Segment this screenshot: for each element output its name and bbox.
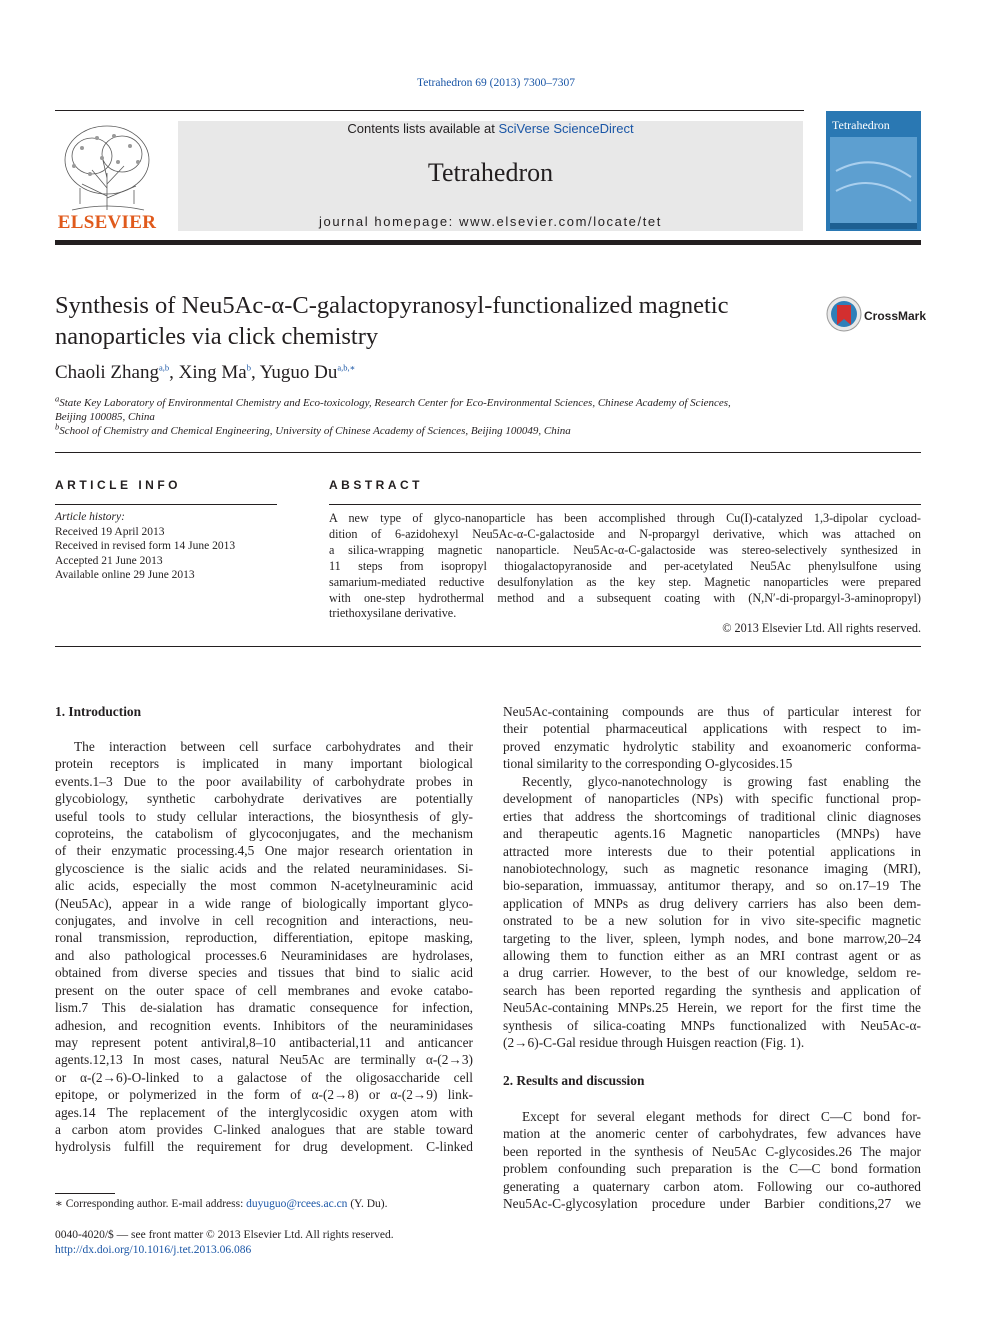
text-line: protein receptors is implicated in many important biological [55,756,473,772]
journal-homepage[interactable]: journal homepage: www.elsevier.com/locate/tet [319,214,662,229]
text-line: adhesion, and recognition events. Inhibitors of the neuraminidases [55,1017,473,1033]
abstract-bottom-rule [55,646,921,647]
text-line: search has been reported regarding the synthesis and application of [503,982,921,998]
history-item: Available online 29 June 2013 [55,569,195,581]
abstract-heading: ABSTRACT [329,478,423,492]
footnote-prefix: ∗ Corresponding author. E-mail address: [55,1198,247,1210]
history-item: Accepted 21 June 2013 [55,554,163,567]
text-line: Recently, glyco-nanotechnology is growing fast enabling the [522,774,921,789]
journal-name: Tetrahedron [427,158,554,187]
cover-title: Tetrahedron [832,118,890,132]
author-affil-mark[interactable]: b [246,362,251,373]
header-rule [55,110,804,111]
text-line: a drug carrier. However, to the best of our knowledge, seldom re- [503,965,921,981]
abstract-line: dition of 6-azidohexyl Neu5Ac-α-C-galactoside and N-propargyl derivative, which was attached on [329,526,921,541]
text-line: present on the outer space of cell membranes and evoke catabo- [55,982,473,998]
text-line: allowing them to function either as an MRI contrast agent or as [503,948,921,964]
title-line-1: Synthesis of Neu5Ac-α-C-galactopyranosyl-functionalized magnetic [55,292,729,319]
text-line: ronal transmission, reproduction, differentiation, epitope masking, [55,930,473,946]
abstract-line: triethoxysilane derivative. [329,606,457,621]
text-line: and therapeutic agents.16 Magnetic nanoparticles (MNPs) have [503,826,921,842]
text-line: The interaction between cell surface carbohydrates and their [74,739,473,754]
issn-block [55,1228,475,1257]
text-line: synthesis of silica-coating MNPs functionalized with Neu5Ac-α- [503,1017,921,1033]
text-line: agents.12,13 In most cases, natural Neu5Ac are terminally α-(2→3) [55,1052,473,1068]
text-line: problem confounding such preparation is the C—C bond formation [503,1161,921,1177]
text-line: glycoscience is the sialic acids and the related neuraminidases. Si- [55,860,473,876]
text-line: mation at the anomeric center of carbohydrates, few advances have [503,1126,921,1142]
footnote-rule [55,1193,115,1194]
title-line-2: nanoparticles via click chemistry [55,323,379,350]
text-line: of their enzymatic processing.4,5 One major research orientation in [55,843,473,859]
affiliation-mark: a [55,393,60,404]
history-item: Received 19 April 2013 [55,525,165,538]
introduction-text [55,738,473,1156]
affiliation-b [55,421,795,438]
abstract-text [329,511,921,622]
abstract-line: samarium-mediated reductive desulfonylation as the key step. Magnetic nanoparticles were prepared [329,574,921,589]
section-heading-results: 2. Results and discussion [503,1073,645,1088]
results-text [503,1108,921,1212]
author-list: Chaoli Zhang$^{a,b}$, Xing Ma$^b$, Yuguo $Du^{a,b,∗}$ [55,362,356,383]
author-name: Yuguo Du [259,362,338,383]
text-line: Neu5Ac-containing MNPs.25 Herein, we report for the first time the [503,1000,921,1016]
text-line: and also pathological processes.6 Neuraminidases are hydrolases, [55,947,473,963]
text-line: tional similarity to the corresponding O-glycosides.15 [503,756,793,772]
abstract-line: 11 steps from isopropyl thiogalactopyranoside and per-acetylated Neu5Ac phenylsulfone using [329,558,921,573]
article-info-rule [55,504,277,505]
abstract-line: A new type of glyco-nanoparticle has been accomplished through Cu(I)-catalyzed 1,3-dipolar cycload- [329,511,921,525]
author-email-link[interactable]: duyuguo@rcees.ac.cn [246,1198,348,1210]
text-line: nanobiotechnology, such as magnetic resonance imaging (MRI), [503,861,921,877]
text-line: or α-(2→6)-O-linked to a galactose of the oligosaccharide cell [55,1069,473,1085]
text-line: glycobiology, synthetic carbohydrate derivatives are potentially [55,791,473,807]
glyco-nanotech-text [503,773,921,1052]
text-line: their potential pharmaceutical applications with respect to im- [503,721,921,737]
text-line: proved enzymatic hydrolytic stability and exoanomeric conforma- [503,738,921,754]
author-name: Chaoli Zhang [55,362,159,383]
issn-line: 0040-4020/$ — see front matter © 2013 Elsevier Ltd. All rights reserved. [55,1229,394,1241]
text-line: Neu5Ac-C-glycosylation procedure under Barbier conditions,27 we [503,1196,921,1212]
text-line: conjugates, and involve in cell recognition and interactions, neu- [55,913,473,929]
text-line: onstrated to be a new solution for in vivo site-specific magnetic [503,913,921,929]
text-line: (Neu5Ac), appear in a wide range of biologically important glyco- [55,895,473,911]
text-line: Neu5Ac-containing compounds are thus of particular interest for [503,704,921,719]
history-item: Received in revised form 14 June 2013 [55,540,236,552]
crossmark-icon[interactable] [826,296,862,332]
contents-prefix: Contents lists available at [347,121,499,136]
footnote-suffix: (Y. Du). [347,1198,388,1210]
contents-line [178,121,803,136]
abstract-rule [329,504,921,505]
abstract-line: with one-step hydrothermal method and a subsequent coating with (N,N′-di-propargyl-3-aminopropyl) [329,590,921,605]
text-line: application of MNPs as drug delivery carriers has also been dem- [503,895,921,911]
article-info-heading: ARTICLE INFO [55,478,181,492]
header-thick-rule [55,240,921,245]
text-line: attracted more interests due to their potential applications in [503,843,921,859]
affiliation-line: School of Chemistry and Chemical Engineering, University of Chinese Academy of Sciences, Beijing 100049, China [59,425,571,437]
text-line: alic acids, especially the most common N-acetylneuraminic acid [55,878,473,894]
section-heading-introduction: 1. Introduction [55,704,142,719]
text-line: development of nanoparticles (NPs) with specific functional prop- [503,791,921,807]
history-label: Article history: [55,511,125,523]
affiliation-mark: b [55,421,60,432]
text-line: may represent potent antiviral,8–10 antibacterial,11 and anticancer [55,1034,473,1050]
text-line: bio-separation, immuassay, antitumor therapy, and so on.17–19 The [503,878,921,894]
text-line: useful tools to study cellular interactions, the biosynthesis of gly- [55,808,473,824]
sciencedirect-link[interactable]: SciVerse ScienceDirect [498,121,634,136]
intro-continued-text [503,703,921,773]
text-line: coproteins, the catabolism of glycoconjugates, and the mechanism [55,826,473,842]
text-line: events.1–3 Due to the poor availability of carbohydrate probes in [55,773,473,789]
affiliation-a [55,393,795,424]
text-line: a carbon atom provides C-linked analogues that are stable toward [55,1121,473,1137]
article-title [55,290,815,352]
author-affil-mark[interactable]: a,b [158,362,170,373]
affiliation-line: State Key Laboratory of Environmental Chemistry and Eco-toxicology, Research Center for Eco-Environmental Sciences, Chinese Academy of Sciences, [59,397,731,409]
text-line: been reported in the synthesis of Neu5Ac C-glycosides.26 The major [503,1143,921,1159]
crossmark-label[interactable]: CrossMark [864,309,927,323]
article-history [55,510,285,583]
text-line: epitope, or polymerized in the form of α-(2→8) or α-(2→9) link- [55,1087,473,1103]
text-line: targeting to the liver, spleen, lymph nodes, and bone marrow,20–24 [503,930,921,946]
corresponding-author-footnote [55,1197,475,1211]
abstract-line: a silica-wrapping magnetic nanoparticle. Neu5Ac-α-C-galactoside was stereo-selectively synthesized in [329,542,921,557]
copyright-line: © 2013 Elsevier Ltd. All rights reserved. [722,621,921,635]
text-line: (2→6)-C-Gal residue through Huisgen reaction (Fig. 1). [503,1035,805,1051]
text-line: erties that address the shortcomings of traditional clinic diagnoses [503,808,921,824]
text-line: ages.14 The replacement of the interglycosidic oxygen atom with [55,1104,473,1120]
affiliation-line: Beijing 100085, China [55,411,155,423]
text-line: hydrolysis fulfill the requirement for drug development. C-linked [55,1139,473,1155]
text-line: Except for several elegant methods for direct C—C bond for- [522,1109,921,1124]
author-affil-mark[interactable]: a,b,∗ [337,362,356,373]
text-line: generating a quaternary carbon atom. Following our co-authored [503,1178,921,1194]
author-name: Xing Ma [178,362,247,383]
journal-reference[interactable]: Tetrahedron 69 (2013) 7300–7307 [417,77,575,89]
elsevier-wordmark: ELSEVIER [57,212,157,233]
text-line: obtained from diverse species and tissues that bind to sialic acid [55,965,473,981]
text-line: lism.7 This de-sialation has dramatic consequence for infection, [55,1000,473,1016]
doi-link[interactable]: http://dx.doi.org/10.1016/j.tet.2013.06.086 [55,1243,252,1256]
section-rule [55,452,921,453]
